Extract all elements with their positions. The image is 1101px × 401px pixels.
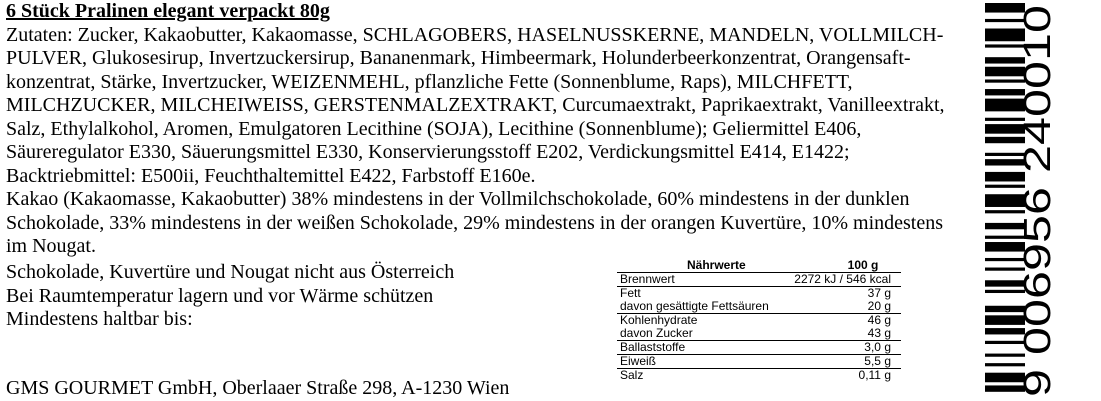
nutrient-value: 43 g bbox=[867, 326, 891, 340]
nutrient-value: 5,5 g bbox=[864, 354, 891, 368]
nutrition-header-label: Nährwerte bbox=[687, 258, 746, 272]
nutrition-row bbox=[617, 273, 901, 286]
ingredients-line: konzentrat, Stärke, Invertzucker, WEIZENMEHL, pflanzliche Fette (Sonnenblume, Raps), MILCHFETT, bbox=[6, 70, 853, 93]
best-before-note: Mindestens haltbar bis: bbox=[6, 308, 193, 331]
ingredients-line: Säureregulator E330, Säuerungsmittel E330, Konservierungsstoff E202, Verdickungsmittel E414, E1422; bbox=[6, 141, 850, 163]
ingredients-line: Backtriebmittel: E500ii, Feuchthaltemittel E422, Farbstoff E160e. bbox=[6, 164, 536, 187]
cocoa-line: im Nougat. bbox=[6, 235, 96, 257]
nutrient-label: davon gesättigte Fettsäuren bbox=[620, 299, 769, 313]
nutrient-label: Brennwert bbox=[620, 272, 675, 286]
nutrition-table bbox=[617, 259, 901, 382]
nutrition-row bbox=[617, 368, 901, 382]
nutrient-value: 37 g bbox=[867, 286, 891, 300]
nutrition-row bbox=[617, 286, 901, 300]
ingredients-line: PULVER, Glukosesirup, Invertzuckersirup, Bananenmark, Himbeermark, Holunderbeerkonzentrat, Orangensaft- bbox=[6, 47, 911, 69]
barcode-digits bbox=[1017, 0, 1098, 401]
nutrition-header-value: 100 g bbox=[847, 258, 879, 272]
nutrient-value: 46 g bbox=[867, 313, 891, 327]
nutrient-value: 2272 kJ / 546 kcal bbox=[794, 272, 891, 286]
nutrient-value: 3,0 g bbox=[864, 340, 891, 354]
nutrition-header bbox=[617, 259, 901, 273]
ingredients-line: MILCHZUCKER, MILCHEIWEISS, GERSTENMALZEXTRAKT, Curcumaextrakt, Paprikaextrakt, Vanilleextrakt, bbox=[6, 94, 945, 116]
nutrition-row bbox=[617, 340, 901, 354]
nutrient-value: 20 g bbox=[867, 299, 891, 313]
nutrition-row bbox=[617, 354, 901, 368]
barcode-number: 9 006956 240010 bbox=[1017, 101, 1059, 397]
cocoa-line: Schokolade, 33% mindestens in der weißen Schokolade, 29% mindestens in der orangen Kuvertüre, 10% mindestens bbox=[6, 211, 944, 234]
storage-note: Bei Raumtemperatur lagern und vor Wärme schützen bbox=[6, 284, 434, 307]
nutrient-label: Salz bbox=[620, 368, 644, 382]
nutrient-label: Eiweiß bbox=[620, 354, 657, 368]
origin-note: Schokolade, Kuvertüre und Nougat nicht aus Österreich bbox=[6, 261, 455, 283]
product-title: 6 Stück Pralinen elegant verpackt 80g bbox=[6, 0, 330, 22]
nutrient-value: 0,11 g bbox=[858, 368, 891, 382]
nutrient-label: Kohlenhydrate bbox=[620, 313, 698, 327]
label-text bbox=[6, 0, 971, 259]
nutrient-label: Fett bbox=[620, 286, 641, 300]
nutrition-row bbox=[617, 300, 901, 313]
nutrient-label: Ballaststoffe bbox=[620, 340, 686, 354]
storage-notes bbox=[6, 261, 454, 332]
company-address: GMS GOURMET GmbH, Oberlaaer Straße 298, A-1230 Wien bbox=[6, 377, 510, 399]
ingredients-line: Zutaten: Zucker, Kakaobutter, Kakaomasse, SCHLAGOBERS, HASELNUSSKERNE, MANDELN, VOLLMILCH- bbox=[6, 23, 944, 46]
cocoa-line: Kakao (Kakaomasse, Kakaobutter) 38% mindestens in der Vollmilchschokolade, 60% mindestens in der dunklen bbox=[6, 188, 910, 210]
nutrient-label: davon Zucker bbox=[620, 326, 693, 340]
nutrition-row bbox=[617, 313, 901, 327]
nutrition-row bbox=[617, 327, 901, 340]
ingredients-line: Salz, Ethylalkohol, Aromen, Emulgatoren Lecithine (SOJA), Lecithine (Sonnenblume); Geliermittel E406, bbox=[6, 117, 862, 140]
